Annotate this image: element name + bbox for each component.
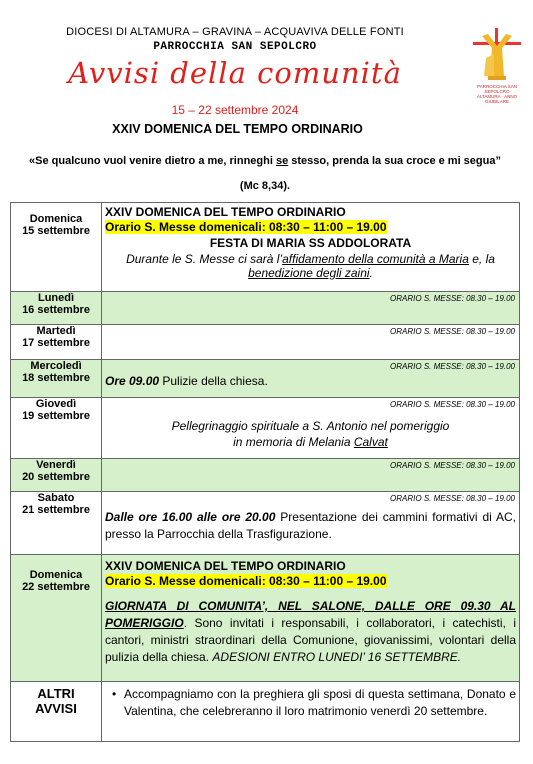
weekly-schedule-table (10, 202, 520, 742)
community-day-text: GIORNATA DI COMUNITA’, NEL SALONE, DALLE ORE 09.30 AL POMERIGGIO. Sono invitati i responsabili, i collaboratori, i catechisti, i cantori, ministri straordinari della Comunione, giovanissimi, volontari della pulizia della chiesa. ADESIONI ENTRO LUNEDI’ 16 SETTEMBRE. (105, 599, 516, 664)
mass-schedule: ORARIO S. MESSE: 08.30 – 19.00 (390, 494, 515, 503)
mass-times: Orario S. Messe domenicali: 08:30 – 11:00 – 19.00 (105, 220, 387, 234)
mass-times: Orario S. Messe domenicali: 08:30 – 11:00 – 19.00 (105, 574, 387, 588)
table-row-mon16 (11, 292, 520, 325)
bullet-icon: • (112, 687, 117, 701)
day-content (102, 459, 520, 492)
mass-schedule: ORARIO S. MESSE: 08.30 – 19.00 (390, 400, 515, 409)
day-content (102, 555, 520, 682)
event-line-2: in memoria di Melania Calvat (233, 435, 388, 449)
day-label: Lunedì 16 settembre (11, 292, 102, 325)
sunday-heading: XXIV DOMENICA DEL TEMPO ORDINARIO (112, 122, 363, 136)
table-row-fri20 (11, 459, 520, 492)
altri-avvisi-content (102, 682, 520, 742)
feast-note: Durante le S. Messe ci sarà l’affidamento della comunità a Maria e, la benedizione degli zaini. (126, 252, 495, 280)
table-row-sun15 (11, 203, 520, 292)
day-label: Venerdì 20 settembre (11, 459, 102, 492)
mass-schedule: ORARIO S. MESSE: 08.30 – 19.00 (390, 461, 515, 470)
table-row-tue17 (11, 325, 520, 360)
table-row-altri-avvisi (11, 682, 520, 742)
day-content (102, 398, 520, 459)
parish-heading: PARROCCHIA SAN SEPOLCRO (153, 41, 317, 53)
table-row-wed18 (11, 360, 520, 398)
day-label: Giovedì 19 settembre (11, 398, 102, 459)
day-content (102, 292, 520, 325)
day-label: Sabato 21 settembre (11, 492, 102, 555)
event-text: Dalle ore 16.00 alle ore 20.00 Presentazione dei cammini formativi di AC, presso la Parrocchia della Trasfigurazione. (105, 510, 516, 541)
diocese-heading: DIOCESI DI ALTAMURA – GRAVINA – ACQUAVIVA DELLE FONTI (66, 26, 404, 38)
gospel-reference: (Mc 8,34). (239, 180, 291, 192)
day-content (102, 325, 520, 360)
page-title: Avvisi della comunità (68, 56, 402, 90)
week-dates: 15 – 22 settembre 2024 (171, 103, 299, 117)
day-content (102, 203, 520, 292)
logo-caption: PARROCCHIA SAN SEPOLCRO ALTAMURA · ANNO GIUBILARE (476, 84, 518, 104)
day-content (102, 492, 520, 555)
feast-title: FESTA DI MARIA SS ADDOLORATA (209, 236, 412, 250)
day-label: Domenica 22 settembre (11, 555, 102, 682)
gospel-quote: «Se qualcuno vuol venire dietro a me, rinneghi se stesso, prenda la sua croce e mi segua” (29, 155, 501, 167)
mass-schedule: ORARIO S. MESSE: 08.30 – 19.00 (390, 327, 515, 336)
table-row-sat21 (11, 492, 520, 555)
day-label: Martedì 17 settembre (11, 325, 102, 360)
table-row-sun22 (11, 555, 520, 682)
event-text: Ore 09.00 Pulizie della chiesa. (105, 374, 268, 388)
mass-schedule: ORARIO S. MESSE: 08.30 – 19.00 (390, 362, 515, 371)
table-row-thu19 (11, 398, 520, 459)
list-item: • Accompagniamo con la preghiera gli sposi di questa settimana, Donato e Valentina, che celebreranno il loro matrimonio venerdì 20 settembre. (112, 687, 516, 718)
altri-avvisi-label: ALTRI AVVISI (11, 682, 102, 742)
day-title: XXIV DOMENICA DEL TEMPO ORDINARIO (105, 559, 346, 573)
event-line-1: Pellegrinaggio spirituale a S. Antonio nel pomeriggio (171, 419, 450, 433)
day-label: Domenica 15 settembre (11, 203, 102, 292)
day-title: XXIV DOMENICA DEL TEMPO ORDINARIO (105, 205, 346, 219)
day-content (102, 360, 520, 398)
day-label: Mercoledì 18 settembre (11, 360, 102, 398)
mass-schedule: ORARIO S. MESSE: 08.30 – 19.00 (390, 294, 515, 303)
